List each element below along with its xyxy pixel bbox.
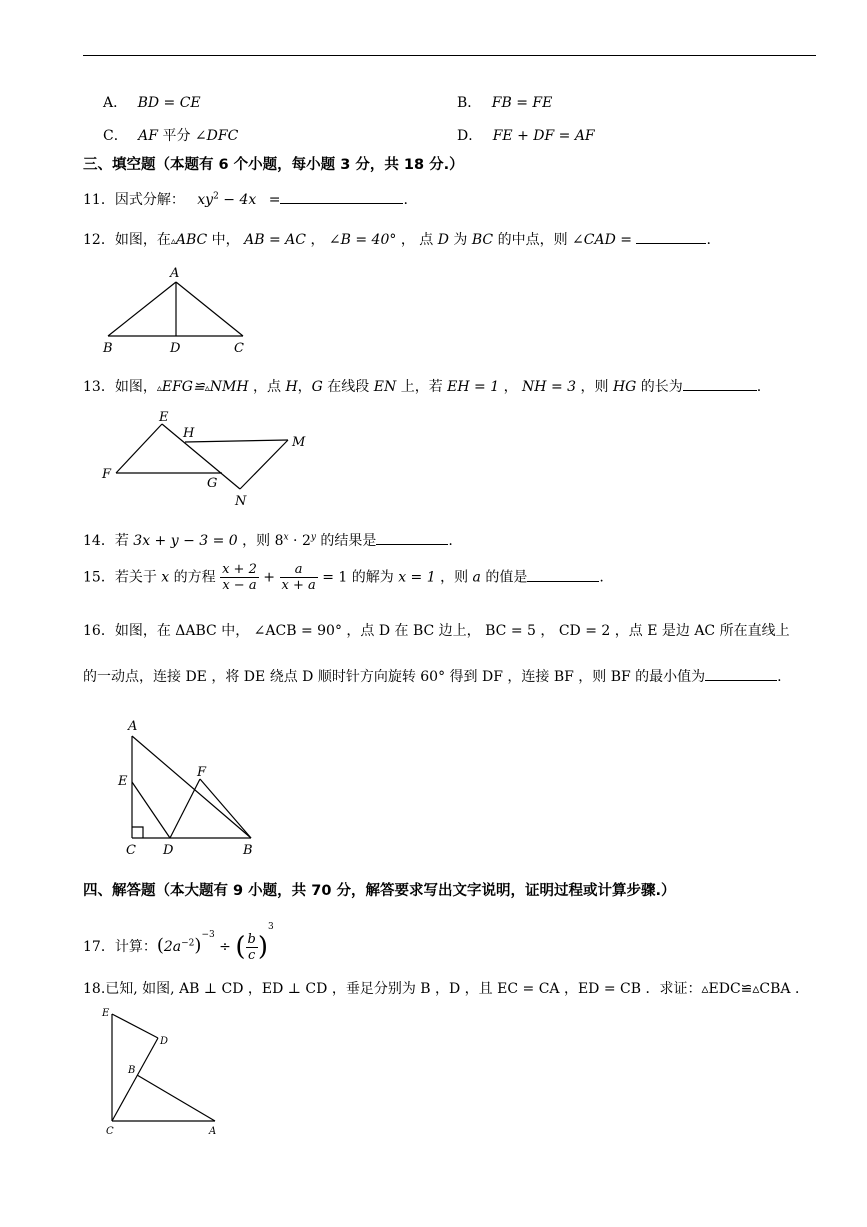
- answer-blank[interactable]: [527, 567, 599, 582]
- question-16-line-2: 的一动点，连接 DE ，将 DE 绕点 D 顺时针方向旋转 60° 得到 DF ，连接 BF ，则 BF 的最小值为 .: [83, 666, 782, 686]
- option-b: B． FB = FE: [457, 95, 553, 111]
- fraction-1: $\frac{x + 2}{x - a}$: [222, 562, 257, 593]
- label-G: G: [207, 476, 218, 491]
- label-B: B: [103, 341, 113, 356]
- figure-q13-triangles: [100, 405, 320, 515]
- answer-blank[interactable]: [376, 530, 448, 545]
- label-D: D: [170, 341, 181, 356]
- question-18: 18.已知, 如图, AB ⊥ CD ，ED ⊥ CD ，垂足分别为 B ，D ，且 EC = CA ，ED = CB ．求证：▵EDC≌▵CBA ．: [83, 981, 809, 997]
- figure-q12-triangle: [100, 260, 260, 360]
- section-4-heading: 四、解答题（本大题有 9 小题，共 70 分，解答要求写出文字说明，证明过程或计算步骤.）: [83, 883, 676, 899]
- answer-blank[interactable]: [705, 666, 777, 681]
- label-C: C: [234, 341, 244, 356]
- label-F: F: [197, 765, 207, 780]
- header-rule: [83, 55, 816, 56]
- option-a: A． BD = CE: [103, 95, 201, 111]
- label-N: N: [235, 494, 247, 509]
- question-17: 17．计算：$(2a^{-2})^{-3}$ ÷ ( $\frac{b}{c}$ )$^3$: [83, 922, 274, 963]
- label-E: E: [102, 1008, 110, 1019]
- label-H: H: [183, 426, 195, 441]
- question-11: 11．因式分解： $xy^2 - 4x$ = .: [83, 189, 408, 209]
- label-C: C: [126, 843, 136, 858]
- question-15: 15．若关于 x 的方程 $\frac{x + 2}{x - a}$ + $\frac{a}{x + a}$ = 1 的解为 x = 1 ，则 a 的值是 .: [83, 562, 604, 593]
- fraction-b-over-c: $\frac{b}{c}$: [247, 931, 256, 963]
- option-c: C． AF 平分 ∠DFC: [103, 128, 239, 144]
- section-3-heading: 三、填空题（本题有 6 个小题，每小题 3 分，共 18 分.）: [83, 157, 464, 173]
- triangle-symbol: ▵: [170, 236, 176, 247]
- question-12: 12．如图，在▵ABC 中， AB = AC ， ∠B = 40° ， 点 D 为 BC 的中点，则 ∠CAD = .: [83, 229, 711, 249]
- label-M: M: [292, 435, 306, 450]
- figure-q16-triangle: [110, 712, 270, 862]
- label-E: E: [118, 774, 128, 789]
- answer-blank[interactable]: [683, 376, 757, 391]
- figure-q18: [98, 1004, 228, 1139]
- label-D: D: [160, 1036, 169, 1047]
- triangle-symbol: ▵: [204, 383, 210, 394]
- label-F: F: [102, 467, 112, 482]
- label-A: A: [170, 266, 180, 281]
- paren-expression: (: [156, 935, 164, 956]
- option-d: D． FE + DF = AF: [457, 128, 595, 144]
- label-B: B: [243, 843, 253, 858]
- label-A: A: [209, 1126, 217, 1137]
- label-C: C: [106, 1126, 114, 1137]
- label-A: A: [128, 719, 138, 734]
- question-14: 14．若 3x + y − 3 = 0 ，则 $8^x \cdot 2^y$ 的结果是 .: [83, 530, 453, 550]
- label-B: B: [128, 1065, 136, 1076]
- question-16-line-1: 16．如图，在 ΔABC 中， ∠ACB = 90° ，点 D 在 BC 边上， BC = 5 ， CD = 2 ，点 E 是边 AC 所在直线上: [83, 623, 790, 639]
- answer-blank[interactable]: [636, 229, 706, 244]
- answer-blank[interactable]: [280, 189, 403, 204]
- label-D: D: [163, 843, 174, 858]
- label-E: E: [159, 410, 169, 425]
- fraction-2: $\frac{a}{x + a}$: [281, 562, 316, 593]
- question-13: 13．如图，▵EFG≌▵NMH ，点 H，G 在线段 EN 上，若 EH = 1 ， NH = 3 ，则 HG 的长为 .: [83, 376, 761, 396]
- triangle-symbol: ▵: [156, 383, 162, 394]
